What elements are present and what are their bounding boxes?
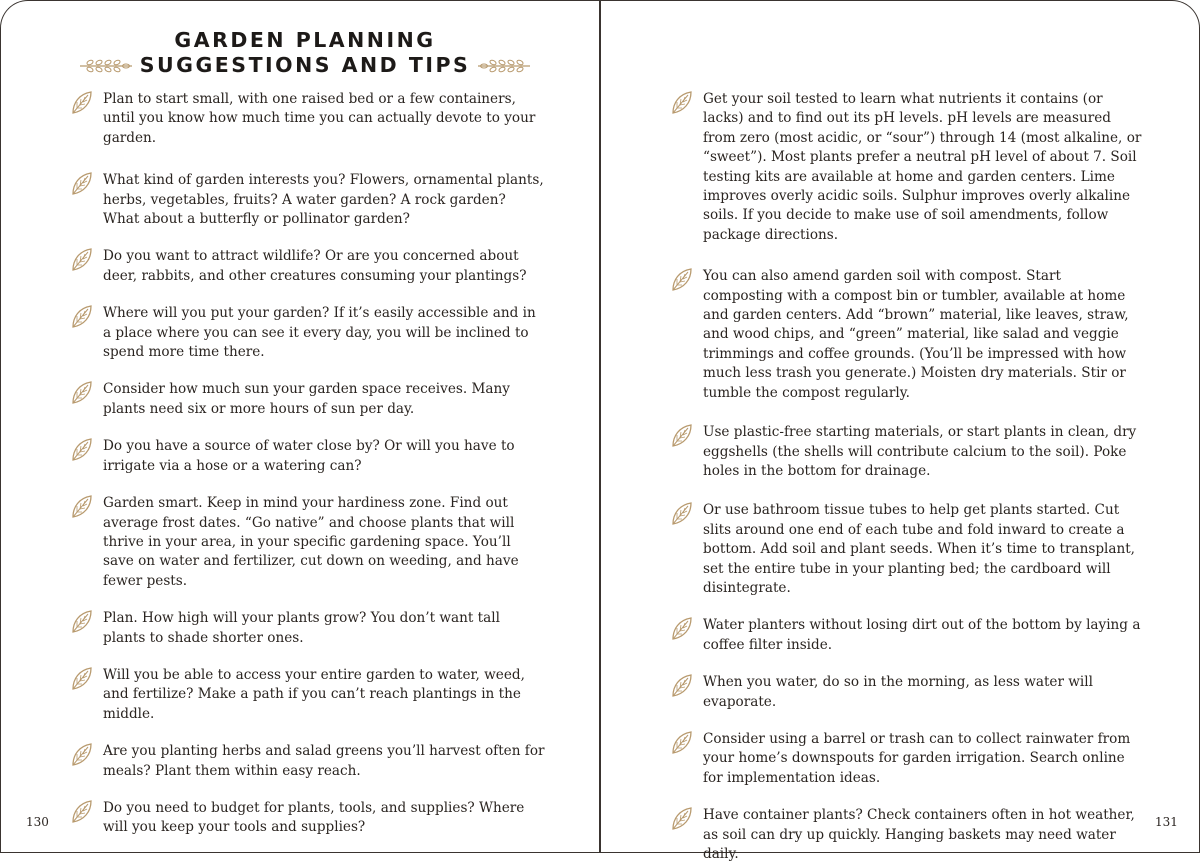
- tip-item: [670, 673, 1145, 712]
- page-number-right: 131: [1155, 815, 1178, 829]
- leaf-icon: [70, 380, 94, 406]
- leaf-icon: [70, 171, 94, 197]
- right-tips-list: [670, 90, 1145, 864]
- leaf-icon: [670, 673, 694, 699]
- tip-item: [670, 616, 1145, 655]
- tip-item: [70, 742, 545, 781]
- heading-line-2-row: [70, 53, 540, 78]
- tip-item: [70, 609, 545, 648]
- leaf-icon: [670, 730, 694, 756]
- tip-text: Or use bathroom tissue tubes to help get plants started. Cut slits around one end of each tube and fold inward to create a bottom. Add soil and plant seeds. When it’s time to transplant, set the entire tube in your planting bed; the cardboard will disintegrate.: [703, 502, 1136, 596]
- tip-item: [70, 437, 545, 476]
- left-tips-list: [70, 90, 545, 838]
- page-number-left: 130: [26, 815, 49, 829]
- tip-item: [70, 799, 545, 838]
- tip-item: [670, 501, 1145, 598]
- tip-item: [70, 171, 545, 229]
- laurel-sprig-left-icon: [78, 58, 134, 74]
- tip-item: [70, 380, 545, 419]
- tip-text: Plan. How high will your plants grow? You don’t want tall plants to shade shorter ones.: [103, 610, 500, 646]
- tip-item: [70, 90, 545, 148]
- tip-item: [70, 304, 545, 362]
- tip-text: Are you planting herbs and salad greens you’ll harvest often for meals? Plant them within easy reach.: [103, 743, 545, 779]
- leaf-icon: [670, 806, 694, 832]
- tip-item: [670, 730, 1145, 788]
- tip-item: [70, 494, 545, 591]
- leaf-icon: [670, 616, 694, 642]
- tip-text: Where will you put your garden? If it’s easily accessible and in a place where you can see it every day, you will be inclined to spend more time there.: [103, 305, 536, 361]
- leaf-icon: [70, 494, 94, 520]
- leaf-icon: [70, 609, 94, 635]
- tip-text: Use plastic-free starting materials, or start plants in clean, dry eggshells (the shells will contribute calcium to the soil). Poke holes in the bottom for drainage.: [703, 424, 1137, 479]
- tip-text: Consider how much sun your garden space receives. Many plants need six or more hours of sun per day.: [103, 381, 510, 417]
- tip-text: Garden smart. Keep in mind your hardiness zone. Find out average frost dates. “Go native” and choose plants that will thrive in your area, in your specific gardening space. You’ll save on water and fertilizer, cut down on weeding, and have fewer pests.: [103, 495, 519, 589]
- tip-text: Do you have a source of water close by? Or will you have to irrigate via a hose or a watering can?: [103, 438, 515, 474]
- tip-item: [70, 247, 545, 286]
- tip-text: Will you be able to access your entire garden to water, weed, and fertilize? Make a path if you can’t reach plantings in the middle.: [103, 666, 525, 722]
- tip-text: Water planters without losing dirt out of the bottom by laying a coffee filter inside.: [703, 617, 1141, 653]
- tip-text: Do you need to budget for plants, tools, and supplies? Where will you keep your tools and supplies?: [103, 799, 525, 836]
- tip-item: [670, 90, 1145, 245]
- leaf-icon: [670, 501, 694, 527]
- tip-item: [670, 267, 1145, 403]
- tip-text: Consider using a barrel or trash can to collect rainwater from your home’s downspouts for garden irrigation. Search online for implementation ideas.: [703, 730, 1131, 786]
- tip-text: Plan to start small, with one raised bed or a few containers, until you know how much time you can actually devote to your garden.: [103, 91, 536, 146]
- tip-item: [70, 666, 545, 724]
- tip-text: What kind of garden interests you? Flowers, ornamental plants, herbs, vegetables, fruits? A water garden? A rock garden? What about a butterfly or pollinator garden?: [103, 172, 544, 228]
- leaf-icon: [70, 666, 94, 692]
- leaf-icon: [70, 90, 94, 116]
- tip-text: You can also amend garden soil with compost. Start composting with a compost bin or tumbler, available at home and garden centers. Add “brown” material, like leaves, straw, and wood chips, and “green” material, like salad and veggie trimmings and coffee grounds. (You’ll be impressed with how much less trash you generate.) Moisten dry materials. Stir or tumble the compost regularly.: [703, 268, 1129, 401]
- leaf-icon: [70, 247, 94, 273]
- leaf-icon: [670, 267, 694, 293]
- leaf-icon: [670, 423, 694, 449]
- tip-text: Do you want to attract wildlife? Or are you concerned about deer, rabbits, and other creatures consuming your plantings?: [103, 248, 527, 284]
- book-gutter: [599, 0, 601, 853]
- heading-line-1: GARDEN PLANNING: [174, 28, 436, 52]
- laurel-sprig-right-icon: [476, 58, 532, 74]
- tip-text: Get your soil tested to learn what nutrients it contains (or lacks) and to find out its pH levels. pH levels are measured from zero (most acidic, or “sour”) through 14 (most alkaline, or “sweet”). Most plants prefer a neutral pH level of about 7. Soil testing kits are available at home and garden centers. Lime improves overly acidic soils. Sulphur improves overly alkaline soils. If you decide to make use of soil amendments, follow package directions.: [703, 91, 1142, 243]
- leaf-icon: [70, 742, 94, 768]
- tip-item: [670, 423, 1145, 481]
- tip-text: When you water, do so in the morning, as less water will evaporate.: [703, 674, 1093, 710]
- leaf-icon: [70, 437, 94, 463]
- leaf-icon: [70, 799, 94, 825]
- tip-item: [670, 806, 1145, 864]
- leaf-icon: [70, 304, 94, 330]
- tip-text: Have container plants? Check containers often in hot weather, as soil can dry up quickly. Hanging baskets may need water daily.: [703, 807, 1135, 862]
- leaf-icon: [670, 90, 694, 116]
- heading-line-2: SUGGESTIONS AND TIPS: [139, 53, 471, 77]
- page-heading: [70, 28, 540, 78]
